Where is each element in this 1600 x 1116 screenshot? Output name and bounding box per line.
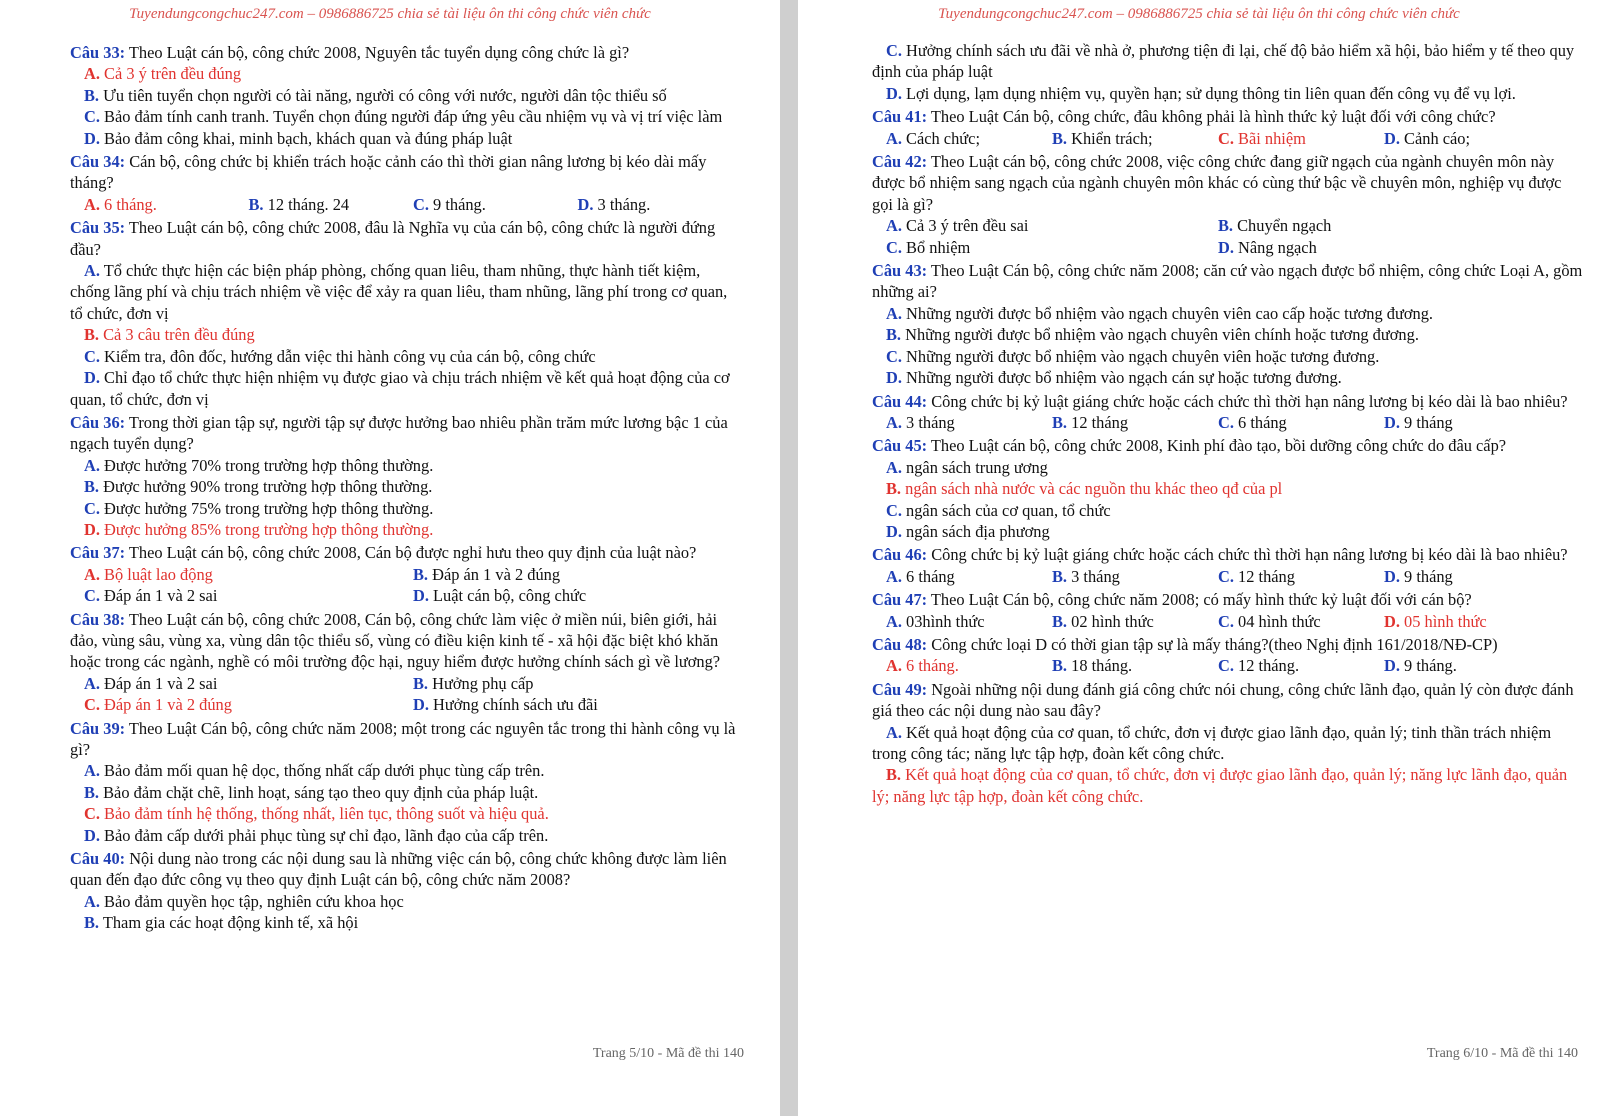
answer-option	[872, 346, 1586, 367]
answer-option	[578, 194, 743, 215]
question-text: Công chức bị kỷ luật giáng chức hoặc cách chức thì thời hạn nâng lương bị kéo dài là bao nhiêu?	[927, 545, 1568, 565]
option-text: Đáp án 1 và 2 đúng	[428, 564, 561, 584]
answer-row	[70, 564, 742, 585]
option-letter: B.	[886, 479, 902, 499]
answer-option	[1384, 566, 1550, 587]
answer-option	[872, 521, 1586, 542]
answer-option	[872, 83, 1586, 104]
option-text: 9 tháng.	[1399, 656, 1457, 676]
answer-option	[70, 519, 742, 540]
option-letter: C.	[413, 194, 429, 214]
option-text: Kiểm tra, đôn đốc, hướng dẫn việc thi hành công vụ của cán bộ, công chức	[99, 346, 596, 366]
answer-option	[886, 237, 1218, 258]
answer-option	[1052, 611, 1218, 632]
option-letter: B.	[84, 782, 100, 802]
answer-option	[1218, 655, 1384, 676]
answer-option	[872, 722, 1586, 765]
question-number: Câu 48:	[872, 634, 928, 654]
question-number: Câu 47:	[872, 590, 928, 610]
answer-option	[872, 500, 1586, 521]
answer-option	[886, 611, 1052, 632]
question-block	[70, 609, 742, 716]
option-text: Ưu tiên tuyển chọn người có tài năng, người có công với nước, người dân tộc thiểu số	[99, 85, 667, 105]
answer-option	[413, 585, 742, 606]
answer-row	[70, 694, 742, 715]
option-text: Bổ nhiệm	[901, 237, 971, 257]
question-number: Câu 49:	[872, 679, 928, 699]
page-header: Tuyendungcongchuc247.com – 0986886725 chia sẻ tài liệu ôn thi công chức viên chức	[129, 6, 651, 22]
option-letter: C.	[1218, 412, 1234, 432]
option-letter: A.	[886, 128, 902, 148]
page-footer: Trang 5/10 - Mã đề thi 140	[592, 1046, 744, 1061]
option-letter: A.	[84, 455, 100, 475]
page-content	[872, 40, 1586, 807]
option-text: 04 hình thức	[1233, 611, 1321, 631]
option-letter: D.	[886, 83, 902, 103]
option-text: ngân sách nhà nước và các nguồn thu khác theo qđ của pl	[901, 479, 1283, 499]
answer-option	[1384, 128, 1550, 149]
question-text: Nội dung nào trong các nội dung sau là những việc cán bộ, công chức không được làm liên quan đến đạo đức công vụ theo quy định Luật cán bộ, công chức năm 2008?	[70, 849, 727, 890]
question-block	[872, 260, 1586, 388]
option-text: 6 tháng	[1233, 412, 1287, 432]
option-text: Bãi nhiệm	[1233, 128, 1306, 148]
answer-option	[886, 655, 1052, 676]
option-letter: B.	[84, 477, 100, 497]
answer-option	[70, 760, 742, 781]
option-text: Tổ chức thực hiện các biện pháp phòng, chống quan liêu, tham nhũng, thực hành tiết kiệm, chống lãng phí và chịu trách nhiệm về việc để xảy ra quan liêu, tham nhũng, lãng phí trong cơ quan, tổ chức, đơn vị	[70, 261, 728, 323]
question-block	[70, 217, 742, 410]
option-text: Luật cán bộ, công chức	[428, 586, 587, 606]
question-stem	[70, 217, 742, 260]
option-text: ngân sách trung ương	[901, 457, 1048, 477]
option-letter: B.	[1052, 128, 1068, 148]
option-text: Được hưởng 85% trong trường hợp thông thường.	[99, 519, 434, 539]
answer-option	[70, 106, 742, 127]
question-block	[872, 151, 1586, 258]
option-text: Hưởng chính sách ưu đãi	[428, 695, 598, 715]
option-text: 9 tháng	[1399, 412, 1453, 432]
option-text: Cảnh cáo;	[1399, 128, 1471, 148]
page-6	[798, 0, 1600, 1116]
option-text: Cả 3 ý trên đều sai	[901, 216, 1029, 236]
option-text: Bảo đảm công khai, minh bạch, khách quan và đúng pháp luật	[99, 128, 513, 148]
answer-option	[413, 564, 742, 585]
option-text: 6 tháng.	[901, 656, 959, 676]
option-text: Bảo đảm chặt chẽ, linh hoạt, sáng tạo theo quy định của pháp luật.	[99, 782, 539, 802]
question-block	[872, 679, 1586, 807]
answer-row	[872, 566, 1586, 587]
question-text: Theo Luật Cán bộ, công chức, đâu không phải là hình thức kỷ luật đối với công chức?	[927, 107, 1496, 127]
question-number: Câu 46:	[872, 545, 928, 565]
option-letter: D.	[1384, 566, 1400, 586]
answer-option	[84, 564, 413, 585]
question-stem	[872, 634, 1586, 655]
option-text: Đáp án 1 và 2 đúng	[99, 695, 232, 715]
option-text: Bảo đảm mối quan hệ dọc, thống nhất cấp dưới phục tùng cấp trên.	[99, 761, 545, 781]
answer-row	[872, 412, 1586, 433]
answer-option	[70, 476, 742, 497]
option-text: 12 tháng. 24	[263, 194, 350, 214]
answer-option	[413, 694, 742, 715]
question-stem	[872, 391, 1586, 412]
option-text: Khiển trách;	[1067, 128, 1153, 148]
answer-option	[1218, 237, 1550, 258]
option-text: Hưởng phụ cấp	[428, 673, 534, 693]
option-letter: D.	[1384, 412, 1400, 432]
question-block	[872, 106, 1586, 149]
option-letter: C.	[886, 500, 902, 520]
option-text: 9 tháng	[1399, 566, 1453, 586]
option-text: Kết quả hoạt động của cơ quan, tổ chức, đơn vị được giao lãnh đạo, quản lý; tinh thần trách nhiệm trong công tác; năng lực tập hợp, đoàn kết công chức.	[872, 722, 1552, 763]
answer-option	[84, 194, 249, 215]
option-letter: B.	[1052, 566, 1068, 586]
option-text: 18 tháng.	[1067, 656, 1133, 676]
option-letter: D.	[886, 521, 902, 541]
answer-option	[1384, 611, 1550, 632]
question-stem	[872, 260, 1586, 303]
question-block	[70, 718, 742, 846]
option-text: 03hình thức	[901, 611, 985, 631]
answer-option	[70, 346, 742, 367]
option-letter: A.	[886, 611, 902, 631]
answer-option	[872, 764, 1586, 807]
option-letter: A.	[886, 412, 902, 432]
question-number: Câu 36:	[70, 412, 126, 432]
answer-option	[1052, 412, 1218, 433]
question-stem	[872, 679, 1586, 722]
page-content	[70, 40, 742, 934]
question-text: Theo Luật Cán bộ, công chức năm 2008; căn cứ vào ngạch được bổ nhiệm, công chức Loại A, gồm những ai?	[872, 261, 1583, 302]
option-letter: C.	[84, 107, 100, 127]
question-text: Theo Luật cán bộ, công chức 2008, Kinh phí đào tạo, bồi dưỡng công chức do đâu cấp?	[927, 436, 1507, 456]
option-letter: A.	[84, 261, 100, 281]
answer-option	[1218, 412, 1384, 433]
answer-option	[1218, 611, 1384, 632]
option-letter: A.	[886, 722, 902, 742]
option-text: Được hưởng 90% trong trường hợp thông thường.	[99, 477, 433, 497]
option-letter: C.	[1218, 128, 1234, 148]
option-letter: B.	[1052, 611, 1068, 631]
question-stem	[872, 544, 1586, 565]
option-letter: B.	[1218, 216, 1234, 236]
answer-option	[70, 85, 742, 106]
answer-option	[872, 303, 1586, 324]
question-block	[872, 634, 1586, 677]
answer-option	[70, 891, 742, 912]
question-block	[872, 391, 1586, 434]
option-letter: A.	[84, 564, 100, 584]
option-letter: D.	[84, 519, 100, 539]
answer-option	[249, 194, 414, 215]
option-text: 12 tháng	[1067, 412, 1129, 432]
option-letter: D.	[84, 825, 100, 845]
option-text: ngân sách của cơ quan, tổ chức	[901, 500, 1111, 520]
option-text: 02 hình thức	[1067, 611, 1154, 631]
option-letter: A.	[84, 64, 100, 84]
answer-option	[886, 215, 1218, 236]
option-letter: D.	[1384, 128, 1400, 148]
option-text: 12 tháng.	[1233, 656, 1300, 676]
answer-row	[872, 655, 1586, 676]
answer-row	[70, 673, 742, 694]
answer-option	[70, 803, 742, 824]
question-text: Công chức loại D có thời gian tập sự là mấy tháng?(theo Nghị định 161/2018/NĐ-CP)	[927, 634, 1498, 654]
option-letter: C.	[886, 237, 902, 257]
option-text: 6 tháng	[901, 566, 955, 586]
answer-row	[70, 194, 742, 215]
answer-option	[872, 324, 1586, 345]
question-number: Câu 43:	[872, 261, 928, 281]
option-letter: B.	[1052, 656, 1068, 676]
option-letter: D.	[84, 368, 100, 388]
answer-row	[872, 215, 1586, 236]
option-letter: D.	[1384, 611, 1400, 631]
answer-option	[1052, 566, 1218, 587]
option-letter: A.	[886, 566, 902, 586]
option-text: Kết quả hoạt động của cơ quan, tổ chức, đơn vị được giao lãnh đạo, quản lý; năng lực lãnh đạo, quản lý; năng lực tập hợp, đoàn kết công chức.	[872, 765, 1568, 806]
option-text: Cách chức;	[901, 128, 980, 148]
option-text: Lợi dụng, lạm dụng nhiệm vụ, quyền hạn; sử dụng thông tin liên quan đến công vụ để vụ lợi.	[901, 83, 1516, 103]
question-text: Công chức bị kỷ luật giáng chức hoặc cách chức thì thời hạn nâng lương bị kéo dài là bao nhiêu?	[927, 391, 1568, 411]
option-letter: A.	[886, 457, 902, 477]
option-letter: B.	[413, 673, 429, 693]
question-number: Câu 44:	[872, 391, 928, 411]
question-stem	[70, 848, 742, 891]
question-block	[872, 589, 1586, 632]
question-number: Câu 40:	[70, 849, 126, 869]
question-stem	[70, 542, 742, 563]
question-number: Câu 45:	[872, 436, 928, 456]
answer-option	[70, 455, 742, 476]
option-letter: C.	[84, 695, 100, 715]
question-text: Trong thời gian tập sự, người tập sự được hưởng bao nhiêu phần trăm mức lương bậc 1 của ngạch tuyển dụng?	[70, 412, 728, 454]
question-number: Câu 33:	[70, 43, 126, 62]
answer-option	[1052, 128, 1218, 149]
answer-option	[70, 260, 742, 324]
question-stem	[872, 435, 1586, 456]
option-letter: C.	[886, 346, 902, 366]
option-letter: A.	[886, 656, 902, 676]
option-letter: B.	[1052, 412, 1068, 432]
option-letter: C.	[886, 41, 902, 60]
answer-option	[1218, 215, 1550, 236]
option-text: 9 tháng.	[428, 194, 486, 214]
question-text: Theo Luật Cán bộ, công chức năm 2008; một trong các nguyên tắc trong thi hành công vụ là gì?	[70, 718, 736, 759]
option-text: 6 tháng.	[99, 194, 157, 214]
question-text: Cán bộ, công chức bị khiển trách hoặc cảnh cáo thì thời gian nâng lương bị kéo dài mấy tháng?	[70, 152, 707, 193]
option-letter: B.	[84, 325, 100, 345]
option-letter: B.	[886, 325, 902, 345]
option-text: Chuyển ngạch	[1233, 216, 1332, 236]
question-text: Ngoài những nội dung đánh giá công chức nói chung, công chức lãnh đạo, quản lý còn được đánh giá theo các nội dung nào sau đây?	[872, 679, 1574, 721]
question-text: Theo Luật cán bộ, công chức 2008, việc công chức đang giữ ngạch của ngành chuyên môn này được bổ nhiệm sang ngạch của ngành chuyên môn khác có cùng thứ bậc về chuyên môn, nghiệp vụ được gọi là gì?	[872, 152, 1562, 214]
answer-option	[84, 673, 413, 694]
question-block	[70, 412, 742, 540]
question-block	[70, 151, 742, 215]
page-gutter	[780, 0, 798, 1116]
option-text: Bảo đảm tính canh tranh. Tuyển chọn đúng người đáp ứng yêu cầu nhiệm vụ và vị trí việc làm	[99, 107, 723, 127]
answer-row	[872, 128, 1586, 149]
option-letter: C.	[84, 498, 100, 518]
answer-option	[872, 40, 1586, 83]
question-stem	[70, 718, 742, 761]
answer-option	[84, 694, 413, 715]
page-header: Tuyendungcongchuc247.com – 0986886725 chia sẻ tài liệu ôn thi công chức viên chức	[938, 6, 1460, 22]
option-letter: A.	[84, 194, 100, 214]
question-block	[872, 435, 1586, 542]
option-text: 3 tháng	[901, 412, 955, 432]
answer-option	[70, 128, 742, 149]
option-text: Bộ luật lao động	[99, 564, 213, 584]
option-text: Những người được bổ nhiệm vào ngạch chuyên viên cao cấp hoặc tương đương.	[901, 303, 1434, 323]
question-number: Câu 42:	[872, 152, 928, 172]
option-letter: B.	[84, 85, 100, 105]
page-footer: Trang 6/10 - Mã đề thi 140	[1426, 1046, 1578, 1061]
question-text: Theo Luật Cán bộ, công chức năm 2008; có mấy hình thức kỷ luật đối với cán bộ?	[927, 590, 1472, 610]
question-block	[872, 544, 1586, 587]
question-stem	[70, 609, 742, 673]
option-letter: C.	[84, 804, 100, 824]
answer-option	[1052, 655, 1218, 676]
option-text: Những người được bổ nhiệm vào ngạch cán sự hoặc tương đương.	[901, 368, 1342, 388]
option-text: Được hưởng 75% trong trường hợp thông thường.	[99, 498, 434, 518]
answer-option	[413, 194, 578, 215]
option-letter: A.	[886, 216, 902, 236]
option-letter: A.	[886, 303, 902, 323]
answer-option	[70, 825, 742, 846]
option-text: Cả 3 câu trên đều đúng	[99, 325, 255, 345]
answer-option	[872, 367, 1586, 388]
option-letter: D.	[577, 194, 594, 214]
option-text: Bảo đảm tính hệ thống, thống nhất, liên tục, thông suốt và hiệu quả.	[99, 804, 549, 824]
question-text: Theo Luật cán bộ, công chức 2008, Cán bộ, công chức làm việc ở miền núi, biên giới, hải đảo, vùng sâu, vùng xa, vùng dân tộc thiểu số, vùng có điều kiện kinh tế - xã hội đặc biệt khó khăn hoặc trong các ngành, nghề có môi trường độc hại, nguy hiểm được hưởng chính sách gì về lương?	[70, 609, 721, 672]
option-letter: B.	[84, 913, 100, 933]
option-letter: B.	[413, 564, 429, 584]
option-text: Bảo đảm quyền học tập, nghiên cứu khoa học	[99, 891, 404, 911]
option-text: 3 tháng	[1067, 566, 1120, 586]
option-text: Được hưởng 70% trong trường hợp thông thường.	[99, 455, 434, 475]
option-text: Chỉ đạo tổ chức thực hiện nhiệm vụ được giao và chịu trách nhiệm về kết quả hoạt động của cơ quan, tổ chức, đơn vị	[70, 368, 730, 409]
question-text: Theo Luật cán bộ, công chức 2008, Nguyên tắc tuyển dụng công chức là gì?	[125, 43, 630, 62]
option-letter: C.	[84, 586, 100, 606]
question-stem	[872, 589, 1586, 610]
answer-option	[84, 585, 413, 606]
answer-option	[70, 63, 742, 84]
answer-row	[872, 611, 1586, 632]
option-text: Tham gia các hoạt động kinh tế, xã hội	[99, 913, 359, 933]
question-block	[70, 848, 742, 934]
question-text: Theo Luật cán bộ, công chức 2008, đâu là Nghĩa vụ của cán bộ, công chức là người đứng đầu?	[70, 218, 716, 259]
question-text: Theo Luật cán bộ, công chức 2008, Cán bộ được nghỉ hưu theo quy định của luật nào?	[125, 543, 697, 563]
answer-row	[70, 585, 742, 606]
question-number: Câu 41:	[872, 107, 928, 127]
question-stem	[70, 42, 742, 63]
answer-option	[886, 412, 1052, 433]
option-text: Bảo đảm cấp dưới phải phục tùng sự chỉ đạo, lãnh đạo của cấp trên.	[99, 825, 549, 845]
option-letter: C.	[1218, 566, 1234, 586]
question-stem	[70, 412, 742, 455]
option-letter: D.	[413, 586, 429, 606]
question-block	[70, 42, 742, 149]
answer-option	[1384, 412, 1550, 433]
option-text: Đáp án 1 và 2 sai	[99, 586, 218, 606]
answer-option	[70, 498, 742, 519]
option-letter: C.	[84, 346, 100, 366]
option-letter: D.	[1384, 656, 1400, 676]
answer-option	[70, 782, 742, 803]
answer-option	[70, 912, 742, 933]
option-letter: D.	[413, 695, 429, 715]
question-stem	[872, 151, 1586, 215]
question-number: Câu 34:	[70, 152, 126, 172]
option-letter: B.	[886, 765, 902, 785]
question-block	[70, 542, 742, 606]
question-number: Câu 35:	[70, 218, 126, 238]
question-stem	[872, 106, 1586, 127]
answer-option	[1384, 655, 1550, 676]
option-text: Những người được bổ nhiệm vào ngạch chuyên viên chính hoặc tương đương.	[901, 325, 1419, 345]
answer-option	[413, 673, 742, 694]
option-text: Đáp án 1 và 2 sai	[99, 673, 218, 693]
answer-option	[872, 478, 1586, 499]
answer-option	[70, 367, 742, 410]
option-letter: D.	[84, 128, 100, 148]
option-letter: C.	[1218, 656, 1234, 676]
answer-option	[1218, 566, 1384, 587]
question-block	[872, 40, 1586, 104]
option-letter: D.	[1218, 237, 1234, 257]
option-letter: B.	[248, 194, 264, 214]
option-text: ngân sách địa phương	[901, 521, 1050, 541]
answer-option	[70, 324, 742, 345]
option-text: 3 tháng.	[593, 194, 651, 214]
option-letter: A.	[84, 673, 100, 693]
answer-row	[872, 237, 1586, 258]
answer-option	[886, 566, 1052, 587]
question-number: Câu 39:	[70, 718, 126, 738]
question-number: Câu 38:	[70, 609, 126, 629]
option-letter: C.	[1218, 611, 1234, 631]
option-text: Hưởng chính sách ưu đãi về nhà ở, phương tiện đi lại, chế độ bảo hiểm xã hội, bảo hiểm y tế theo quy định của pháp luật	[872, 41, 1575, 82]
answer-option	[872, 457, 1586, 478]
answer-option	[886, 128, 1052, 149]
answer-option	[1218, 128, 1384, 149]
option-text: Những người được bổ nhiệm vào ngạch chuyên viên hoặc tương đương.	[901, 346, 1380, 366]
option-text: 05 hình thức	[1399, 611, 1487, 631]
option-letter: D.	[886, 368, 902, 388]
option-text: 12 tháng	[1233, 566, 1295, 586]
question-stem	[70, 151, 742, 194]
option-letter: A.	[84, 891, 100, 911]
question-number: Câu 37:	[70, 543, 126, 563]
option-letter: A.	[84, 761, 100, 781]
option-text: Cả 3 ý trên đều đúng	[99, 64, 242, 84]
option-text: Nâng ngạch	[1233, 237, 1317, 257]
page-5	[0, 0, 780, 1116]
